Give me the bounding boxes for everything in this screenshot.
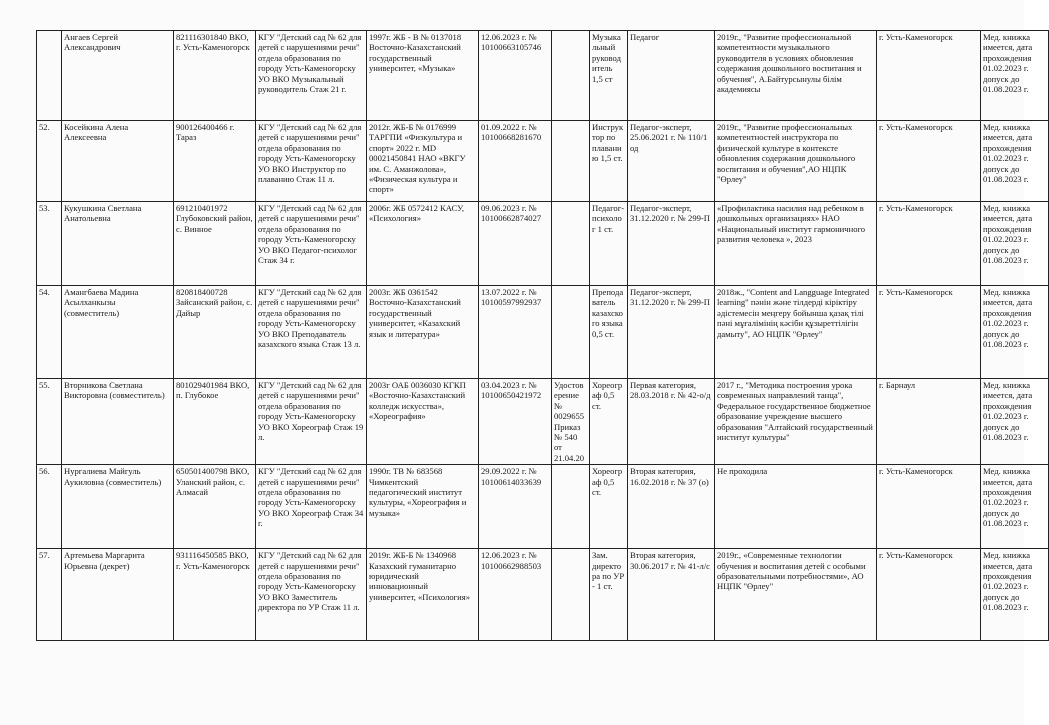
full-name-cell: Нургалиева Майгуль Аукиловна (совместитель) [62,465,174,549]
qualification-category-cell: Педагог-эксперт, 31.12.2020 г. № 299-П [628,202,715,286]
full-name-cell: Вторникова Светлана Викторовна (совместитель) [62,379,174,465]
table-row [37,286,1049,379]
workplace-position-cell: КГУ "Детский сад № 62 для детей с нарушениями речи" отдела образования по городу Усть-Каменогорску УО ВКО Хореограф Стаж 19 л. [256,379,367,465]
medical-book-cell: Мед. книжка имеется, дата прохождения 01.02.2023 г. допуск до 01.08.2023 г. [981,31,1049,121]
staff-rate-cell: Педагог-психолог 1 ст. [590,202,628,286]
table-row [37,465,1049,549]
staff-rate-cell: Хореограф 0,5 ст. [590,465,628,549]
order-certificate-cell [552,465,590,549]
staff-rate-cell: Хореограф 0,5 ст. [590,379,628,465]
full-name-cell: Кукушкина Светлана Анатольевна [62,202,174,286]
education-diploma-cell: 2003г ОАБ 0036030 КГКП «Восточно-Казахстанский колледж искусства», «Хореография» [367,379,479,465]
workplace-position-cell: КГУ "Детский сад № 62 для детей с нарушениями речи" отдела образования по городу Усть-Каменогорску УО ВКО Преподаватель казахского языка Стаж 13 л. [256,286,367,379]
row-number-cell: 54. [37,286,62,379]
staff-rate-cell: Инструктор по плаванию 1,5 ст. [590,121,628,202]
staff-rate-cell: Музыкальный руководитель 1,5 ст [590,31,628,121]
table-row [37,202,1049,286]
row-number-cell: 56. [37,465,62,549]
medical-book-cell: Мед. книжка имеется, дата прохождения 01.02.2023 г. допуск до 01.08.2023 г. [981,121,1049,202]
education-diploma-cell: 1997г. ЖБ - В № 0137018 Восточно-Казахстанский государственный университет, «Музыка» [367,31,479,121]
table-row [37,379,1049,465]
iin-birthplace-cell: 931116450585 ВКО, г. Усть-Каменогорск [174,549,256,641]
full-name-cell: Косейкина Алена Алексеевна [62,121,174,202]
residence-city-cell: г. Усть-Каменогорск [877,286,981,379]
iin-birthplace-cell: 650501400798 ВКО, Уланский район, с. Алмасай [174,465,256,549]
staff-rate-cell: Преподаватель казахского языка 0,5 ст. [590,286,628,379]
order-certificate-cell [552,31,590,121]
medical-certificate-cell: 12.06.2023 г. № 10100662988503 [479,549,552,641]
training-courses-cell: 2018ж., "Content and Langguage Integrated learning" пәнін және тілдерді кіріктіру әдістемесін меңгеру бойынша қазақ тілі пәні мұғалімінің кәсіби құзыреттілігін дамыту", АО НЦПК "Өрлеу" [715,286,877,379]
medical-book-cell: Мед. книжка имеется, дата прохождения 01.02.2023 г. допуск до 01.08.2023 г. [981,465,1049,549]
table-row [37,121,1049,202]
education-diploma-cell: 1990г. ТВ № 683568 Чимкентский педагогический институт культуры, «Хореография и музыка» [367,465,479,549]
education-diploma-cell: 2019г. ЖБ-Б № 1340968 Казахский гуманитарно юридический инновационный университет, «Психология» [367,549,479,641]
training-courses-cell: 2019г., "Развитие профессиональных компетентностей инструктора по физической культуре в контексте обновления содержания дошкольного воспитания и обучения",АО НЦПК "Өрлеу" [715,121,877,202]
workplace-position-cell: КГУ "Детский сад № 62 для детей с нарушениями речи" отдела образования по городу Усть-Каменогорску УО ВКО Инструктор по плаванию Стаж 11 л. [256,121,367,202]
workplace-position-cell: КГУ "Детский сад № 62 для детей с нарушениями речи" отдела образования по городу Усть-Каменогорску УО ВКО Педагог-психолог Стаж 34 г. [256,202,367,286]
education-diploma-cell: 2012г. ЖБ-Б № 0176999 ТАРГПИ «Физкультура и спорт» 2022 г. МD 00021450841 НАО «ВКГУ им. С. Аманжолова», «Физическая культура и спорт» [367,121,479,202]
workplace-position-cell: КГУ "Детский сад № 62 для детей с нарушениями речи" отдела образования по городу Усть-Каменогорску УО ВКО Хореограф Стаж 34 г. [256,465,367,549]
residence-city-cell: г. Усть-Каменогорск [877,202,981,286]
row-number-cell: 55. [37,379,62,465]
iin-birthplace-cell: 801029401984 ВКО, п. Глубокое [174,379,256,465]
medical-book-cell: Мед. книжка имеется, дата прохождения 01.02.2023 г. допуск до 01.08.2023 г. [981,202,1049,286]
residence-city-cell: г. Усть-Каменогорск [877,549,981,641]
qualification-category-cell: Вторая категория, 30.06.2017 г. № 41-л/с [628,549,715,641]
medical-certificate-cell: 01.09.2022 г. № 10100668281670 [479,121,552,202]
residence-city-cell: г. Барнаул [877,379,981,465]
order-certificate-cell [552,121,590,202]
full-name-cell: Ангаев Сергей Александрович [62,31,174,121]
row-number-cell: 57. [37,549,62,641]
medical-certificate-cell: 09.06.2023 г. № 10100662874027 [479,202,552,286]
medical-certificate-cell: 13.07.2022 г. № 10100597992937 [479,286,552,379]
medical-certificate-cell: 12.06.2023 г. № 10100663105746 [479,31,552,121]
qualification-category-cell: Педагог-эксперт, 25.06.2021 г. № 110/1 од [628,121,715,202]
iin-birthplace-cell: 821116301840 ВКО, г. Усть-Каменогорск [174,31,256,121]
row-number-cell: 52. [37,121,62,202]
residence-city-cell: г. Усть-Каменогорск [877,121,981,202]
education-diploma-cell: 2006г. ЖБ 0572412 КАСУ, «Психология» [367,202,479,286]
training-courses-cell: Не проходила [715,465,877,549]
qualification-category-cell: Первая категория, 28.03.2018 г. № 42-о/д [628,379,715,465]
training-courses-cell: 2017 г., "Методика построения урока современных направлений танца", Федеральное государственное бюджетное образование учреждение высшего образования "Алтайский государственный институт культуры" [715,379,877,465]
medical-certificate-cell: 03.04.2023 г. № 10100650421972 [479,379,552,465]
training-courses-cell: 2019г., «Современные технологии обучения и воспитания детей с особыми образовательными потребностями», АО НЦПК "Өрлеу" [715,549,877,641]
full-name-cell: Артемьева Маргарита Юрьевна (декрет) [62,549,174,641]
qualification-category-cell: Вторая категория, 16.02.2018 г. № 37 (о) [628,465,715,549]
order-certificate-cell [552,286,590,379]
table-row [37,31,1049,121]
row-number-cell: 53. [37,202,62,286]
iin-birthplace-cell: 691210401972 Глубоковский район, с. Винное [174,202,256,286]
medical-book-cell: Мед. книжка имеется, дата прохождения 01.02.2023 г. допуск до 01.08.2023 г. [981,286,1049,379]
qualification-category-cell: Педагог-эксперт, 31.12.2020 г. № 299-П [628,286,715,379]
training-courses-cell: 2019г., "Развитие профессиональной компетентности музыкального руководителя в условиях обновления содержания дошкольного воспитания и обучения", А.Байтурсынулы білім академиясы [715,31,877,121]
training-courses-cell: «Профилактика насилия над ребенком в дошкольных организациях» НАО «Национальный институт гармоничного развития человека », 2023 [715,202,877,286]
staff-table [36,30,1049,641]
iin-birthplace-cell: 820818400728 Зайсанский район, с. Дайыр [174,286,256,379]
order-certificate-cell [552,202,590,286]
table-row [37,549,1049,641]
workplace-position-cell: КГУ "Детский сад № 62 для детей с нарушениями речи" отдела образования по городу Усть-Каменогорску УО ВКО Заместитель директора по УР Стаж 11 л. [256,549,367,641]
residence-city-cell: г. Усть-Каменогорск [877,465,981,549]
order-certificate-cell [552,549,590,641]
residence-city-cell: г. Усть-Каменогорск [877,31,981,121]
qualification-category-cell: Педагог [628,31,715,121]
iin-birthplace-cell: 900126400466 г. Тараз [174,121,256,202]
medical-book-cell: Мед. книжка имеется, дата прохождения 01.02.2023 г. допуск до 01.08.2023 г. [981,379,1049,465]
workplace-position-cell: КГУ "Детский сад № 62 для детей с нарушениями речи" отдела образования по городу Усть-Каменогорску УО ВКО Музыкальный руководитель Стаж 21 г. [256,31,367,121]
education-diploma-cell: 2003г. ЖБ 0361542 Восточно-Казахстанский государственный университет, «Казахский язык и литература» [367,286,479,379]
medical-certificate-cell: 29.09.2022 г. № 10100614033639 [479,465,552,549]
row-number-cell [37,31,62,121]
staff-rate-cell: Зам. директора по УР - 1 ст. [590,549,628,641]
medical-book-cell: Мед. книжка имеется, дата прохождения 01.02.2023 г. допуск до 01.08.2023 г. [981,549,1049,641]
order-certificate-cell: Удостоверение № 0029655 Приказ № 540 от 21.04.20 [552,379,590,465]
full-name-cell: Амангбаева Мадина Асылханкызы (совместитель) [62,286,174,379]
